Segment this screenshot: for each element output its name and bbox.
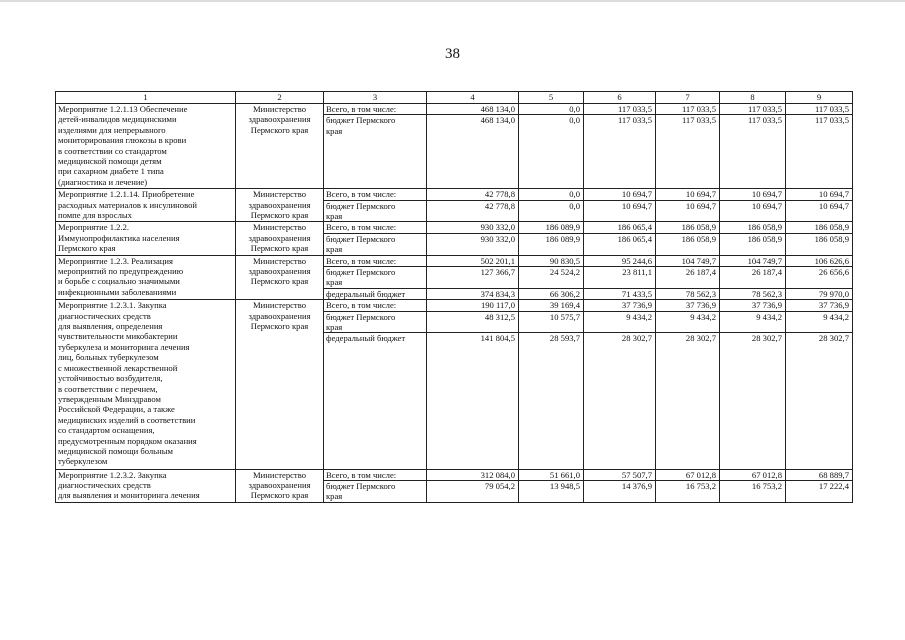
amount-cell-col-8: 67 012,8 bbox=[720, 469, 786, 480]
funding-source-cell bbox=[324, 300, 427, 311]
executor-name-line: здравоохранения bbox=[248, 232, 311, 243]
amount-cell-col-8: 28 302,7 bbox=[720, 333, 786, 469]
event-name-line: с множественной лекарственной bbox=[58, 362, 178, 373]
event-name-line: в соответствии с перечнем, bbox=[58, 383, 158, 394]
amount-cell-col-5: 10 575,7 bbox=[519, 311, 584, 333]
executor-name-line: Министерство bbox=[253, 469, 306, 480]
amount-cell-col-8: 26 187,4 bbox=[720, 267, 786, 289]
funding-source-line: Всего, в том числе: bbox=[326, 104, 397, 114]
executor-cell bbox=[236, 300, 324, 469]
executor-name-line: Министерство bbox=[253, 104, 306, 114]
amount-cell-col-6: 9 434,2 bbox=[584, 311, 656, 333]
amount-cell-col-9: 68 889,7 bbox=[786, 469, 853, 480]
funding-source-line: края bbox=[326, 491, 343, 502]
amount-cell-col-6: 57 507,7 bbox=[584, 469, 656, 480]
column-header-7: 7 bbox=[656, 92, 720, 104]
amount-cell-col-8: 117 033,5 bbox=[720, 115, 786, 189]
amount-cell-col-7: 67 012,8 bbox=[656, 469, 720, 480]
funding-source-line: бюджет Пермского bbox=[326, 115, 396, 126]
amount-cell-col-9: 117 033,5 bbox=[786, 104, 853, 115]
funding-source-line: Всего, в том числе: bbox=[326, 189, 397, 200]
event-name-line: помпе для взрослых bbox=[58, 210, 132, 221]
amount-cell-col-7: 117 033,5 bbox=[656, 115, 720, 189]
executor-name-line: здравоохранения bbox=[248, 266, 311, 277]
event-name-line: Российской Федерации, а также bbox=[58, 404, 175, 415]
event-cell bbox=[56, 222, 236, 255]
amount-cell-col-9: 26 656,6 bbox=[786, 267, 853, 289]
amount-cell-col-5: 186 089,9 bbox=[519, 233, 584, 255]
amount-cell-col-8: 186 058,9 bbox=[720, 222, 786, 233]
table-row bbox=[56, 222, 853, 233]
amount-cell-col-4: 127 366,7 bbox=[427, 267, 519, 289]
event-cell bbox=[56, 189, 236, 222]
column-header-9: 9 bbox=[786, 92, 853, 104]
event-name-line: устойчивостью возбудителя, bbox=[58, 373, 163, 384]
amount-cell-col-7: 78 562,3 bbox=[656, 288, 720, 299]
amount-cell-col-6: 95 244,6 bbox=[584, 255, 656, 266]
event-name-line: инфекционными заболеваниями bbox=[58, 286, 177, 297]
funding-source-line: Всего, в том числе: bbox=[326, 300, 397, 311]
amount-cell-col-4: 312 084,0 bbox=[427, 469, 519, 480]
amount-cell-col-4: 930 332,0 bbox=[427, 233, 519, 255]
amount-cell-col-6: 37 736,9 bbox=[584, 300, 656, 311]
amount-cell-col-8: 78 562,3 bbox=[720, 288, 786, 299]
amount-cell-col-6: 28 302,7 bbox=[584, 333, 656, 469]
column-header-1: 1 bbox=[56, 92, 236, 104]
amount-cell-col-6: 186 065,4 bbox=[584, 233, 656, 255]
amount-cell-col-4: 141 804,5 bbox=[427, 333, 519, 469]
executor-cell bbox=[236, 222, 324, 255]
event-name-line: расходных материалов к инсулиновой bbox=[58, 199, 197, 210]
executor-name-line: здравоохранения bbox=[248, 114, 311, 125]
amount-cell-col-9: 10 694,7 bbox=[786, 200, 853, 222]
amount-cell-col-9: 186 058,9 bbox=[786, 233, 853, 255]
event-name-line: мониторирования глюкозы в крови bbox=[58, 135, 187, 146]
event-name-line: для выявления, определения bbox=[58, 321, 163, 332]
event-name-line: Мероприятие 1.2.3.1. Закупка bbox=[58, 300, 167, 311]
amount-cell-col-4: 468 134,0 bbox=[427, 115, 519, 189]
event-name-line: утвержденным Минздравом bbox=[58, 393, 161, 404]
amount-cell-col-4: 468 134,0 bbox=[427, 104, 519, 115]
funding-source-line: края bbox=[326, 244, 343, 255]
amount-cell-col-7: 9 434,2 bbox=[656, 311, 720, 333]
funding-source-cell bbox=[324, 200, 427, 222]
amount-cell-col-6: 186 065,4 bbox=[584, 222, 656, 233]
executor-name-line: здравоохранения bbox=[248, 199, 311, 210]
funding-source-line: края bbox=[326, 277, 343, 288]
funding-source-line: края bbox=[326, 322, 343, 333]
amount-cell-col-5: 39 169,4 bbox=[519, 300, 584, 311]
amount-cell-col-7: 26 187,4 bbox=[656, 267, 720, 289]
column-header-2: 2 bbox=[236, 92, 324, 104]
funding-source-cell bbox=[324, 233, 427, 255]
amount-cell-col-6: 23 811,1 bbox=[584, 267, 656, 289]
header-row bbox=[56, 92, 853, 104]
table-row bbox=[56, 300, 853, 311]
amount-cell-col-8: 186 058,9 bbox=[720, 233, 786, 255]
event-name-line: диагностических средств bbox=[58, 480, 151, 491]
event-name-line: (диагностика и лечение) bbox=[58, 176, 148, 187]
amount-cell-col-9: 117 033,5 bbox=[786, 115, 853, 189]
executor-cell bbox=[236, 189, 324, 222]
event-name-line: для выявления и мониторинга лечения bbox=[58, 490, 200, 501]
amount-cell-col-7: 186 058,9 bbox=[656, 222, 720, 233]
amount-cell-col-8: 37 736,9 bbox=[720, 300, 786, 311]
amount-cell-col-7: 16 753,2 bbox=[656, 481, 720, 503]
event-name-line: при сахарном диабете 1 типа bbox=[58, 166, 164, 177]
executor-name-line: здравоохранения bbox=[248, 310, 311, 321]
event-name-line: Мероприятие 1.2.3.2. Закупка bbox=[58, 469, 167, 480]
table-row bbox=[56, 255, 853, 266]
amount-cell-col-8: 104 749,7 bbox=[720, 255, 786, 266]
column-header-5: 5 bbox=[519, 92, 584, 104]
funding-source-cell bbox=[324, 104, 427, 115]
amount-cell-col-9: 28 302,7 bbox=[786, 333, 853, 469]
column-header-8: 8 bbox=[720, 92, 786, 104]
funding-source-cell bbox=[324, 481, 427, 503]
executor-name-line: Пермского края bbox=[250, 243, 309, 254]
amount-cell-col-8: 10 694,7 bbox=[720, 189, 786, 200]
funding-source-cell bbox=[324, 222, 427, 233]
event-name-line: Мероприятие 1.2.1.13 Обеспечение bbox=[58, 104, 188, 114]
event-cell bbox=[56, 104, 236, 189]
executor-name-line: Министерство bbox=[253, 255, 306, 266]
amount-cell-col-6: 10 694,7 bbox=[584, 189, 656, 200]
executor-name-line: Пермского края bbox=[250, 321, 309, 332]
amount-cell-col-8: 16 753,2 bbox=[720, 481, 786, 503]
event-name-line: туберкулезом bbox=[58, 456, 108, 467]
funding-source-cell bbox=[324, 469, 427, 480]
event-name-line: со стандартом оснащения, bbox=[58, 425, 155, 436]
funding-source-line: бюджет Пермского bbox=[326, 200, 396, 211]
amount-cell-col-9: 106 626,6 bbox=[786, 255, 853, 266]
amount-cell-col-4: 930 332,0 bbox=[427, 222, 519, 233]
amount-cell-col-7: 37 736,9 bbox=[656, 300, 720, 311]
event-name-line: медицинской помощи детям bbox=[58, 156, 162, 167]
column-header-3: 3 bbox=[324, 92, 427, 104]
funding-source-line: бюджет Пермского bbox=[326, 233, 396, 244]
event-name-line: и борьбе с социально значимыми bbox=[58, 276, 180, 287]
event-name-line: детей-инвалидов медицинскими bbox=[58, 114, 177, 125]
event-name-line: чувствительности микобактерии bbox=[58, 331, 178, 342]
amount-cell-col-7: 10 694,7 bbox=[656, 200, 720, 222]
amount-cell-col-4: 42 778,8 bbox=[427, 200, 519, 222]
event-name-line: туберкулеза и мониторинга лечения bbox=[58, 341, 190, 352]
executor-name-line: Министерство bbox=[253, 222, 306, 233]
amount-cell-col-8: 117 033,5 bbox=[720, 104, 786, 115]
amount-cell-col-6: 117 033,5 bbox=[584, 104, 656, 115]
event-name-line: лиц, больных туберкулезом bbox=[58, 352, 159, 363]
amount-cell-col-5: 51 661,0 bbox=[519, 469, 584, 480]
amount-cell-col-9: 186 058,9 bbox=[786, 222, 853, 233]
event-name-line: в соответствии со стандартом bbox=[58, 145, 167, 156]
amount-cell-col-5: 90 830,5 bbox=[519, 255, 584, 266]
amount-cell-col-5: 0,0 bbox=[519, 104, 584, 115]
executor-name-line: Пермского края bbox=[250, 210, 309, 221]
event-name-line: медицинских изделий в соответствии bbox=[58, 414, 196, 425]
funding-source-cell bbox=[324, 333, 427, 469]
amount-cell-col-4: 502 201,1 bbox=[427, 255, 519, 266]
funding-source-line: Всего, в том числе: bbox=[326, 222, 397, 233]
executor-name-line: Министерство bbox=[253, 189, 306, 200]
event-name-line: Пермского края bbox=[58, 243, 116, 254]
amount-cell-col-7: 104 749,7 bbox=[656, 255, 720, 266]
funding-source-cell bbox=[324, 267, 427, 289]
column-header-6: 6 bbox=[584, 92, 656, 104]
amount-cell-col-9: 9 434,2 bbox=[786, 311, 853, 333]
funding-source-cell bbox=[324, 288, 427, 299]
amount-cell-col-4: 48 312,5 bbox=[427, 311, 519, 333]
funding-source-cell bbox=[324, 115, 427, 189]
amount-cell-col-6: 10 694,7 bbox=[584, 200, 656, 222]
executor-name-line: Пермского края bbox=[250, 276, 309, 287]
amount-cell-col-5: 0,0 bbox=[519, 115, 584, 189]
executor-name-line: Пермского края bbox=[250, 124, 309, 135]
amount-cell-col-8: 10 694,7 bbox=[720, 200, 786, 222]
funding-source-line: федеральный бюджет bbox=[326, 288, 406, 299]
executor-cell bbox=[236, 255, 324, 300]
event-cell bbox=[56, 469, 236, 502]
amount-cell-col-9: 10 694,7 bbox=[786, 189, 853, 200]
event-name-line: Мероприятие 1.2.3. Реализация bbox=[58, 255, 173, 266]
amount-cell-col-6: 117 033,5 bbox=[584, 115, 656, 189]
funding-source-line: Всего, в том числе: bbox=[326, 469, 397, 480]
amount-cell-col-9: 37 736,9 bbox=[786, 300, 853, 311]
column-header-4: 4 bbox=[427, 92, 519, 104]
amount-cell-col-5: 28 593,7 bbox=[519, 333, 584, 469]
amount-cell-col-9: 79 970,0 bbox=[786, 288, 853, 299]
funding-source-line: федеральный бюджет bbox=[326, 333, 406, 344]
event-name-line: Мероприятие 1.2.1.14. Приобретение bbox=[58, 189, 195, 200]
event-name-line: Иммунопрофилактика населения bbox=[58, 232, 180, 243]
event-name-line: Мероприятие 1.2.2. bbox=[58, 222, 130, 233]
table-row bbox=[56, 104, 853, 115]
executor-cell bbox=[236, 469, 324, 502]
amount-cell-col-4: 79 054,2 bbox=[427, 481, 519, 503]
amount-cell-col-5: 0,0 bbox=[519, 189, 584, 200]
event-cell bbox=[56, 255, 236, 300]
amount-cell-col-5: 13 948,5 bbox=[519, 481, 584, 503]
funding-source-line: края bbox=[326, 211, 343, 222]
amount-cell-col-6: 14 376,9 bbox=[584, 481, 656, 503]
funding-source-cell bbox=[324, 311, 427, 333]
amount-cell-col-5: 66 306,2 bbox=[519, 288, 584, 299]
funding-source-cell bbox=[324, 255, 427, 266]
page-number: 38 bbox=[445, 46, 460, 62]
event-name-line: предусмотренным порядком оказания bbox=[58, 435, 197, 446]
amount-cell-col-7: 10 694,7 bbox=[656, 189, 720, 200]
executor-cell bbox=[236, 104, 324, 189]
amount-cell-col-5: 186 089,9 bbox=[519, 222, 584, 233]
amount-cell-col-4: 190 117,0 bbox=[427, 300, 519, 311]
amount-cell-col-7: 117 033,5 bbox=[656, 104, 720, 115]
event-cell bbox=[56, 300, 236, 469]
executor-name-line: Министерство bbox=[253, 300, 306, 311]
table-row bbox=[56, 469, 853, 480]
event-name-line: изделиями для непрерывного bbox=[58, 124, 166, 135]
funding-source-line: края bbox=[326, 125, 343, 136]
funding-source-cell bbox=[324, 189, 427, 200]
funding-source-line: Всего, в том числе: bbox=[326, 255, 397, 266]
event-name-line: медицинской помощи больным bbox=[58, 445, 173, 456]
table-body bbox=[56, 104, 853, 503]
amount-cell-col-4: 42 778,8 bbox=[427, 189, 519, 200]
scan-edge bbox=[0, 0, 905, 2]
amount-cell-col-8: 9 434,2 bbox=[720, 311, 786, 333]
funding-source-line: бюджет Пермского bbox=[326, 311, 396, 322]
executor-name-line: Пермского края bbox=[250, 490, 309, 501]
amount-cell-col-5: 0,0 bbox=[519, 200, 584, 222]
executor-name-line: здравоохранения bbox=[248, 480, 311, 491]
funding-source-line: бюджет Пермского bbox=[326, 267, 396, 278]
funding-source-line: бюджет Пермского bbox=[326, 481, 396, 492]
budget-table bbox=[55, 91, 853, 503]
table-row bbox=[56, 189, 853, 200]
amount-cell-col-7: 28 302,7 bbox=[656, 333, 720, 469]
amount-cell-col-7: 186 058,9 bbox=[656, 233, 720, 255]
event-name-line: диагностических средств bbox=[58, 310, 151, 321]
event-name-line: мероприятий по предупреждению bbox=[58, 266, 184, 277]
amount-cell-col-9: 17 222,4 bbox=[786, 481, 853, 503]
amount-cell-col-5: 24 524,2 bbox=[519, 267, 584, 289]
amount-cell-col-4: 374 834,3 bbox=[427, 288, 519, 299]
amount-cell-col-6: 71 433,5 bbox=[584, 288, 656, 299]
